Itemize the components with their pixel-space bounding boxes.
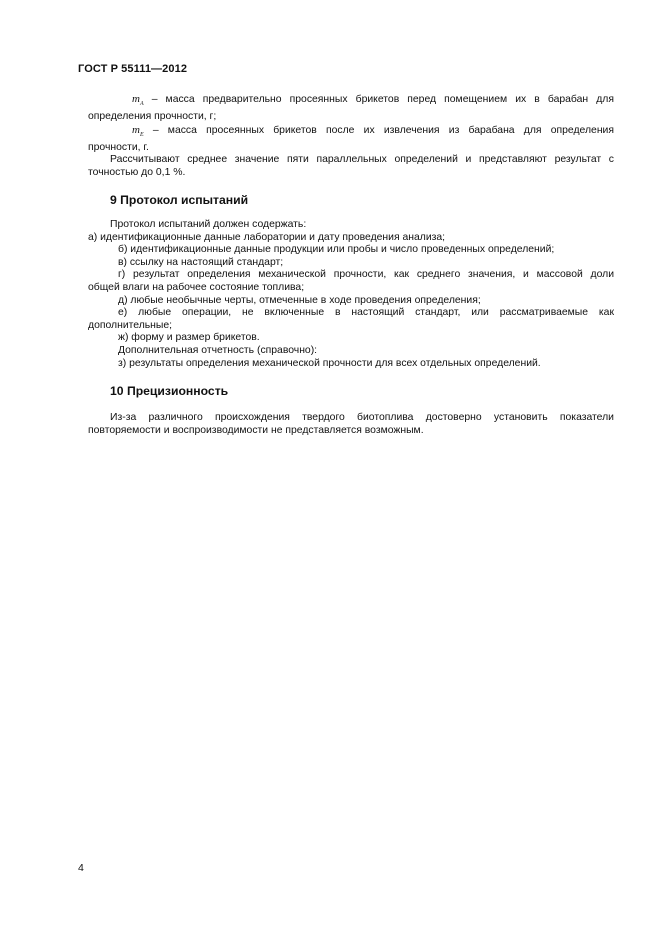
protocol-item-d: д) любые необычные черты, отмеченные в ходе проведения определения; [118, 294, 481, 306]
protocol-item-b: б) идентификационные данные продукции или пробы и число проведенных определений; [118, 244, 555, 256]
average-paragraph [88, 154, 614, 179]
symbol-m-e: $m_Е$ [132, 124, 144, 139]
definition-m-e-line1: $m_Е$ – масса просеянных брикетов после их извлечения из барабана для определения [132, 124, 614, 139]
document-header: ГОСТ Р 55111—2012 [78, 63, 188, 75]
definition-m-e-line2: прочности, г. [88, 141, 149, 153]
precision-line2: повторяемости и воспроизводимости не представляется возможным. [88, 424, 424, 436]
protocol-item-z: з) результаты определения механической прочности для всех отдельных определений. [118, 357, 541, 369]
section-9-title: 9 Протокол испытаний [110, 193, 249, 207]
protocol-item-zh: ж) форму и размер брикетов. [118, 332, 260, 344]
protocol-intro: Протокол испытаний должен содержать: [110, 219, 307, 230]
average-line1: Рассчитывают среднее значение пяти параллельных определений и представляют результат с [110, 154, 614, 165]
protocol-additional: Дополнительная отчетность (справочно): [118, 344, 318, 356]
page-number: 4 [78, 862, 84, 874]
definition-m-a-line1: $m_А$ – масса предварительно просеянных брикетов перед помещением их в барабан для [132, 93, 614, 108]
section-10-title: 10 Прецизионность [110, 384, 229, 398]
definition-m-a-line2: определения прочности, г; [88, 110, 217, 122]
average-line2: точностью до 0,1 %. [88, 166, 186, 178]
precision-line1: Из-за различного происхождения твердого биотоплива достоверно установить показатели [110, 412, 614, 423]
protocol-item-c: в) ссылку на настоящий стандарт; [118, 256, 284, 268]
protocol-item-g-line1: г) результат определения механической прочности, как среднего значения, и массовой доли [118, 269, 614, 281]
symbol-m-a: $m_А$ [132, 93, 144, 108]
protocol-item-g-line2: общей влаги на рабочее состояние топлива; [88, 281, 305, 293]
protocol-item-a: а) идентификационные данные лаборатории и дату проведения анализа; [88, 231, 446, 243]
section-9-body [88, 219, 614, 370]
definition-m-a [88, 93, 614, 123]
definition-m-e [88, 124, 614, 154]
section-10-body [88, 412, 614, 437]
protocol-item-e-line2: дополнительные; [88, 319, 173, 331]
protocol-item-e-line1: е) любые операции, не включенные в настоящий стандарт, или рассматриваемые как [118, 307, 614, 319]
